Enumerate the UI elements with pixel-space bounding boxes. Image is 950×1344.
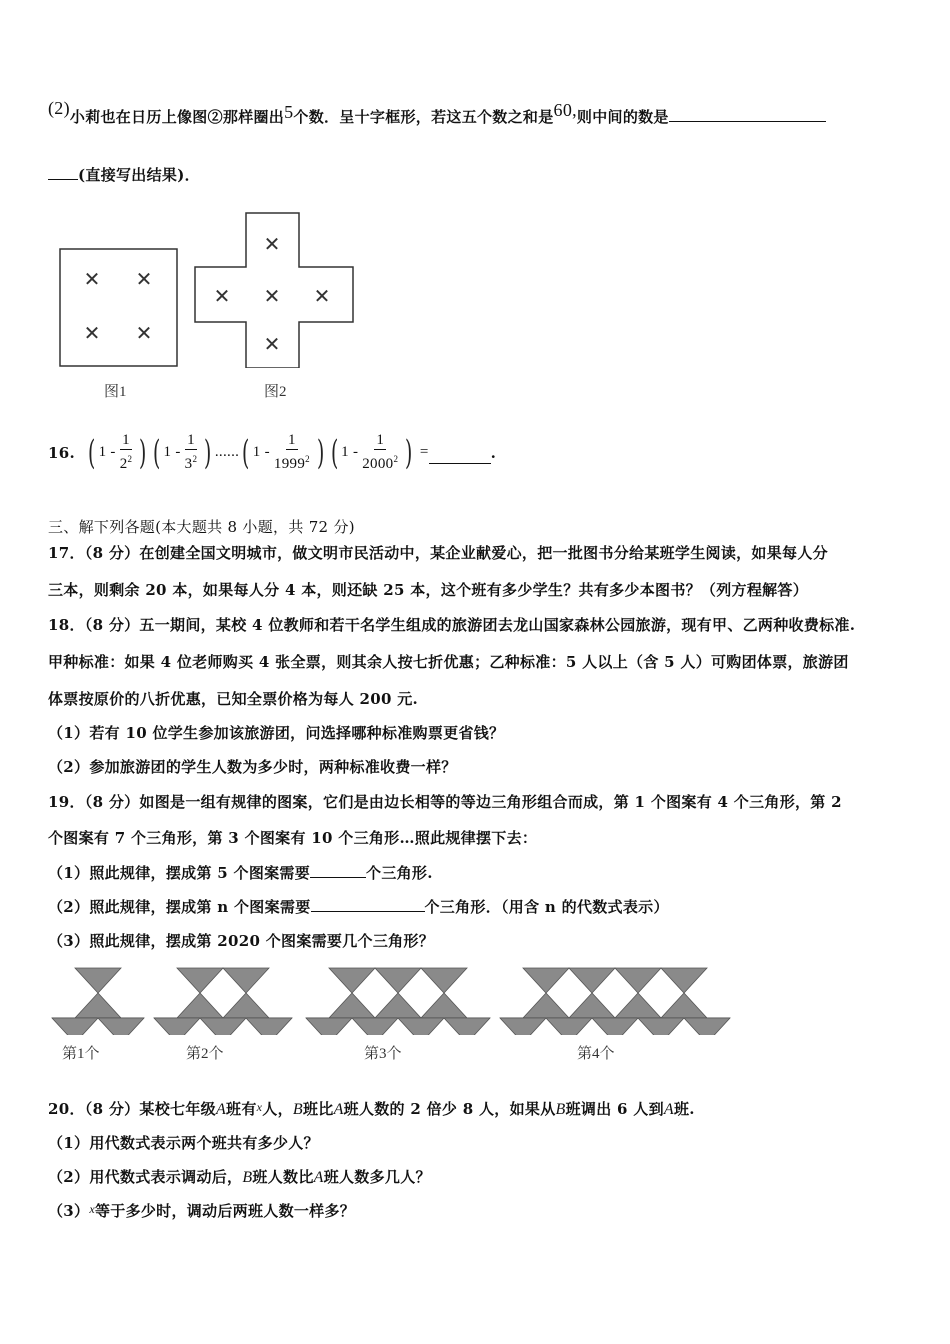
count-value: 5 — [284, 102, 294, 122]
down-triangle-top — [615, 968, 661, 993]
up-triangle — [177, 993, 223, 1018]
x-mark: ✕ — [83, 267, 101, 291]
fraction-3: $\frac{1}{1999^2}$ — [273, 432, 310, 472]
q19-sub-3: （3）照此规律，摆成第 2020 个图案需要几个三角形？ — [48, 932, 435, 950]
q19-blank-2[interactable] — [311, 897, 425, 912]
fraction-2: $\frac{1}{3^2}$ — [184, 432, 198, 472]
down-triangle-top — [421, 968, 467, 993]
x-mark: ✕ — [263, 332, 281, 356]
down-triangle-bottom — [592, 1018, 638, 1035]
down-triangle-top — [223, 968, 269, 993]
triangle-pattern-4 — [500, 968, 730, 1035]
up-triangle — [569, 993, 615, 1018]
up-triangle — [329, 993, 375, 1018]
q19-blank-1[interactable] — [310, 863, 366, 878]
q16-minus-2: 1 - — [163, 444, 181, 460]
q16-dots: ...... — [214, 444, 240, 460]
down-triangle-bottom — [398, 1018, 444, 1035]
q19-sub-1: （1）照此规律，摆成第 5 个图案需要 个三角形. — [48, 864, 433, 882]
q18-line-2: 甲种标准：如果 4 位老师购买 4 张全票，则其余人按七折优惠；乙种标准：5 人以上（含 5 人）可购团体票，旅游团 — [48, 653, 849, 671]
q20-sub-1: （1）用代数式表示两个班共有多少人？ — [48, 1134, 319, 1152]
q16-minus-4: 1 - — [341, 444, 359, 460]
down-triangle-top — [375, 968, 421, 993]
down-triangle-top — [523, 968, 569, 993]
down-triangle-bottom — [52, 1018, 98, 1035]
figure1-caption: 图1 — [104, 384, 127, 400]
q17-line-1: 17．（8 分）在创建全国文明城市，做文明市民活动中，某企业献爱心，把一批图书分给某班学生阅读，如果每人分 — [48, 544, 828, 562]
figure1-square — [60, 249, 177, 366]
down-triangle-bottom — [200, 1018, 246, 1035]
x-mark: ✕ — [83, 321, 101, 345]
q18-line-3: 体票按原价的八折优惠，已知全票价格为每人 200 元. — [48, 690, 419, 708]
down-triangle-top — [569, 968, 615, 993]
x-mark: ✕ — [135, 267, 153, 291]
x-mark: ✕ — [313, 284, 331, 308]
down-triangle-bottom — [306, 1018, 352, 1035]
x-mark: ✕ — [213, 284, 231, 308]
down-triangle-bottom — [638, 1018, 684, 1035]
triangle-pattern-3 — [306, 968, 490, 1035]
x-marks — [84, 232, 331, 356]
part2-text-4: (直接写出结果)． — [78, 166, 200, 184]
down-triangle-bottom — [352, 1018, 398, 1035]
x-mark: ✕ — [263, 232, 281, 256]
q19-line-2: 个图案有 7 个三角形，第 3 个图案有 10 个三角形…照此规律摆下去： — [48, 829, 538, 847]
down-triangle-bottom — [444, 1018, 490, 1035]
up-triangle — [523, 993, 569, 1018]
pattern-caption-1: 第1个 — [62, 1046, 100, 1062]
up-triangle — [75, 993, 121, 1018]
q20-sub-2: （2）用代数式表示调动后，B班人数比A班人数多几人？ — [48, 1168, 431, 1186]
q19-line-1: 19．（8 分）如图是一组有规律的图案，它们是由边长相等的等边三角形组合而成，第 1 个图案有 4 个三角形，第 2 — [48, 793, 842, 811]
down-triangle-top — [329, 968, 375, 993]
fraction-4: $\frac{1}{2000^2}$ — [362, 432, 399, 472]
figure2-caption: 图2 — [264, 384, 287, 400]
answer-blank[interactable] — [669, 107, 826, 122]
down-triangle-top — [177, 968, 223, 993]
pattern-caption-2: 第2个 — [186, 1046, 224, 1062]
up-triangle — [223, 993, 269, 1018]
fraction-1: $\frac{1}{2^2}$ — [119, 432, 133, 472]
x-mark: ✕ — [135, 321, 153, 345]
part-label: (2) — [48, 98, 70, 118]
q16-answer-blank[interactable] — [429, 449, 491, 464]
down-triangle-bottom — [154, 1018, 200, 1035]
sum-value: 60, — [553, 100, 577, 120]
q16-number: 16. — [48, 443, 75, 462]
q20-line-1: 20．（8 分）某校七年级A班有$^x$人，B班比A班人数的 2 倍少 8 人，如果从B班调出 6 人到A班. — [48, 1100, 695, 1118]
question-16: 16. ( 1 - $\frac{1}{2^2}$ ) ( 1 - $\frac{1}{3^2}$ ) ...... ( 1 - $\frac{1}{1999^2}$ ) ( 1 - $\frac{1}{2000^2}$ ) = . — [48, 432, 497, 473]
x-mark: ✕ — [263, 284, 281, 308]
question-part-2-continued — [48, 164, 200, 185]
up-triangle — [421, 993, 467, 1018]
part2-text-2: 个数．呈十字框形，若这五个数之和是 — [293, 108, 554, 126]
answer-blank-continued[interactable] — [48, 165, 78, 180]
down-triangle-bottom — [500, 1018, 546, 1035]
down-triangle-bottom — [546, 1018, 592, 1035]
up-triangle — [375, 993, 421, 1018]
q17-line-2: 三本，则剩余 20 本，如果每人分 4 本，则还缺 25 本，这个班有多少学生？共有多少本图书？（列方程解答） — [48, 581, 809, 599]
down-triangle-bottom — [98, 1018, 144, 1035]
triangle-pattern-1 — [52, 968, 144, 1035]
triangle-patterns — [0, 960, 950, 1035]
q16-equals: = — [419, 444, 429, 460]
down-triangle-bottom — [684, 1018, 730, 1035]
triangle-pattern-2 — [154, 968, 292, 1035]
q16-period: . — [490, 443, 497, 462]
pattern-caption-4: 第4个 — [577, 1046, 615, 1062]
calendar-figures — [50, 208, 360, 368]
q18-sub-2: （2）参加旅游团的学生人数为多少时，两种标准收费一样？ — [48, 758, 457, 776]
q19-sub-2: （2）照此规律，摆成第 n 个图案需要 个三角形．（用含 n 的代数式表示） — [48, 898, 669, 916]
q20-sub-3: $(3)^x$等于多少时，调动后两班人数一样多？ — [48, 1202, 356, 1220]
section-3-title: 三、解下列各题(本大题共 8 小题，共 72 分) — [48, 518, 355, 536]
q18-sub-1: （1）若有 10 位学生参加该旅游团，问选择哪种标准购票更省钱？ — [48, 724, 505, 742]
up-triangle — [615, 993, 661, 1018]
question-part-2 — [48, 98, 826, 127]
part2-text-3: 则中间的数是 — [576, 108, 669, 126]
part2-text-1: 小莉也在日历上像图②那样圈出 — [69, 108, 285, 126]
q18-line-1: 18．（8 分）五一期间，某校 4 位教师和若干名学生组成的旅游团去龙山国家森林公园旅游，现有甲、乙两种收费标准. — [48, 616, 856, 634]
up-triangle — [661, 993, 707, 1018]
down-triangle-top — [661, 968, 707, 993]
pattern-caption-3: 第3个 — [364, 1046, 402, 1062]
down-triangle-bottom — [246, 1018, 292, 1035]
q16-minus-3: 1 - — [252, 444, 270, 460]
q16-minus-1: 1 - — [98, 444, 116, 460]
down-triangle-top — [75, 968, 121, 993]
